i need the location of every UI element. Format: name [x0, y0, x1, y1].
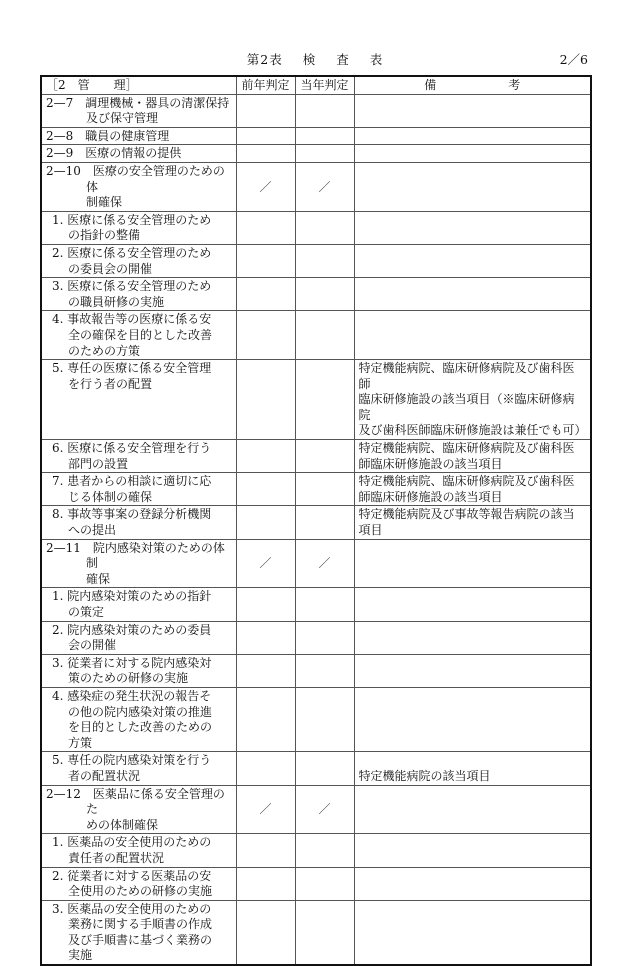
curr-judgment-cell: [295, 440, 354, 473]
inspection-table: [40, 75, 592, 966]
prev-judgment-cell: [236, 127, 295, 145]
row-item: 2. 従業者に対する医薬品の安 全使用のための研修の実施: [41, 867, 236, 900]
notes-cell: [354, 244, 591, 277]
title-table-number: 第2表: [246, 52, 283, 67]
title-char: 検: [302, 52, 317, 67]
notes-cell: [354, 834, 591, 867]
table-row: [41, 752, 591, 785]
notes-cell: [354, 162, 591, 211]
table-row: [41, 687, 591, 751]
table-row: [41, 834, 591, 867]
notes-cell: [354, 588, 591, 621]
row-item: 2—7 調理機械・器具の清潔保持 及び保守管理: [41, 94, 236, 127]
table-row: [41, 94, 591, 127]
curr-judgment-cell: [295, 900, 354, 965]
prev-judgment-cell: [236, 900, 295, 965]
table-row: [41, 506, 591, 539]
row-item: 5. 専任の医療に係る安全管理 を行う者の配置: [41, 360, 236, 440]
curr-judgment-cell: ／: [295, 162, 354, 211]
curr-judgment-cell: [295, 244, 354, 277]
notes-cell: 特定機能病院及び事故等報告病院の該当 項目: [354, 506, 591, 539]
table-row: [41, 311, 591, 360]
notes-cell: 特定機能病院、臨床研修病院及び歯科医 師臨床研修施設の該当項目: [354, 440, 591, 473]
header-prev-judgment: 前年判定: [236, 76, 295, 94]
row-item: 2. 医療に係る安全管理のため の委員会の開催: [41, 244, 236, 277]
table-row: [41, 785, 591, 834]
prev-judgment-cell: [236, 360, 295, 440]
row-item: 1. 医薬品の安全使用のための 責任者の配置状況: [41, 834, 236, 867]
row-item: 2—8 職員の健康管理: [41, 127, 236, 145]
row-item: 3. 従業者に対する院内感染対 策のための研修の実施: [41, 654, 236, 687]
prev-judgment-cell: [236, 244, 295, 277]
prev-judgment-cell: [236, 506, 295, 539]
prev-judgment-cell: [236, 834, 295, 867]
prev-judgment-cell: [236, 588, 295, 621]
notes-cell: [354, 127, 591, 145]
notes-cell: [354, 278, 591, 311]
notes-cell: 特定機能病院、臨床研修病院及び歯科医 師臨床研修施設の該当項目: [354, 473, 591, 506]
header-item: ［2 管 理］: [41, 76, 236, 94]
curr-judgment-cell: [295, 311, 354, 360]
row-item: 2—12 医薬品に係る安全管理のた めの体制確保: [41, 785, 236, 834]
table-row: [41, 654, 591, 687]
table-row: [41, 145, 591, 163]
notes-cell: 特定機能病院の該当項目: [354, 752, 591, 785]
notes-cell: [354, 145, 591, 163]
table-row: [41, 867, 591, 900]
row-item: 1. 院内感染対策のための指針 の策定: [41, 588, 236, 621]
curr-judgment-cell: [295, 654, 354, 687]
row-item: 1. 医療に係る安全管理のため の指針の整備: [41, 211, 236, 244]
curr-judgment-cell: ／: [295, 539, 354, 588]
curr-judgment-cell: [295, 145, 354, 163]
prev-judgment-cell: [236, 654, 295, 687]
notes-cell: [354, 654, 591, 687]
title-char: 査: [336, 52, 350, 67]
prev-judgment-cell: [236, 440, 295, 473]
header-notes: 備 考: [354, 76, 591, 94]
notes-cell: [354, 900, 591, 965]
prev-judgment-cell: [236, 311, 295, 360]
notes-cell: [354, 867, 591, 900]
table-row: [41, 473, 591, 506]
prev-judgment-cell: [236, 687, 295, 751]
notes-cell: [354, 211, 591, 244]
row-item: 8. 事故等事案の登録分析機関 への提出: [41, 506, 236, 539]
curr-judgment-cell: ／: [295, 785, 354, 834]
row-item: 2—11 院内感染対策のための体制 確保: [41, 539, 236, 588]
curr-judgment-cell: [295, 867, 354, 900]
curr-judgment-cell: [295, 278, 354, 311]
table-row: [41, 278, 591, 311]
prev-judgment-cell: [236, 145, 295, 163]
notes-cell: 特定機能病院、臨床研修病院及び歯科医師 臨床研修施設の該当項目（※臨床研修病院 及び歯科医師臨床研修施設は兼任でも可）: [354, 360, 591, 440]
row-item: 2—9 医療の情報の提供: [41, 145, 236, 163]
row-item: 2—10 医療の安全管理のための体 制確保: [41, 162, 236, 211]
prev-judgment-cell: [236, 94, 295, 127]
notes-cell: [354, 621, 591, 654]
curr-judgment-cell: [295, 473, 354, 506]
prev-judgment-cell: [236, 278, 295, 311]
table-row: [41, 211, 591, 244]
row-item: 5. 専任の院内感染対策を行う 者の配置状況: [41, 752, 236, 785]
notes-cell: [354, 539, 591, 588]
table-row: [41, 539, 591, 588]
curr-judgment-cell: [295, 621, 354, 654]
table-row: [41, 162, 591, 211]
table-row: [41, 588, 591, 621]
curr-judgment-cell: [295, 94, 354, 127]
prev-judgment-cell: ／: [236, 785, 295, 834]
prev-judgment-cell: ／: [236, 162, 295, 211]
curr-judgment-cell: [295, 127, 354, 145]
table-row: [41, 900, 591, 965]
table-row: [41, 440, 591, 473]
notes-cell: [354, 311, 591, 360]
curr-judgment-cell: [295, 360, 354, 440]
page-number: 2／6: [559, 52, 588, 67]
page-title: [0, 50, 630, 68]
table-row: [41, 127, 591, 145]
prev-judgment-cell: [236, 867, 295, 900]
curr-judgment-cell: [295, 834, 354, 867]
prev-judgment-cell: ／: [236, 539, 295, 588]
prev-judgment-cell: [236, 752, 295, 785]
notes-cell: [354, 94, 591, 127]
table-row: [41, 244, 591, 277]
curr-judgment-cell: [295, 588, 354, 621]
row-item: 3. 医薬品の安全使用のための 業務に関する手順書の作成 及び手順書に基づく業務の 実施: [41, 900, 236, 965]
notes-cell: [354, 785, 591, 834]
row-item: 3. 医療に係る安全管理のため の職員研修の実施: [41, 278, 236, 311]
curr-judgment-cell: [295, 211, 354, 244]
row-item: 6. 医療に係る安全管理を行う 部門の設置: [41, 440, 236, 473]
curr-judgment-cell: [295, 687, 354, 751]
curr-judgment-cell: [295, 752, 354, 785]
row-item: 4. 事故報告等の医療に係る安 全の確保を目的とした改善 のための方策: [41, 311, 236, 360]
row-item: 4. 感染症の発生状況の報告そ の他の院内感染対策の推進 を目的とした改善のための 方策: [41, 687, 236, 751]
curr-judgment-cell: [295, 506, 354, 539]
prev-judgment-cell: [236, 621, 295, 654]
row-item: 2. 院内感染対策のための委員 会の開催: [41, 621, 236, 654]
row-item: 7. 患者からの相談に適切に応 じる体制の確保: [41, 473, 236, 506]
prev-judgment-cell: [236, 211, 295, 244]
table-row: [41, 360, 591, 440]
table-header-row: [41, 76, 591, 94]
table-row: [41, 621, 591, 654]
title-char: 表: [369, 52, 384, 67]
header-curr-judgment: 当年判定: [295, 76, 354, 94]
notes-cell: [354, 687, 591, 751]
prev-judgment-cell: [236, 473, 295, 506]
